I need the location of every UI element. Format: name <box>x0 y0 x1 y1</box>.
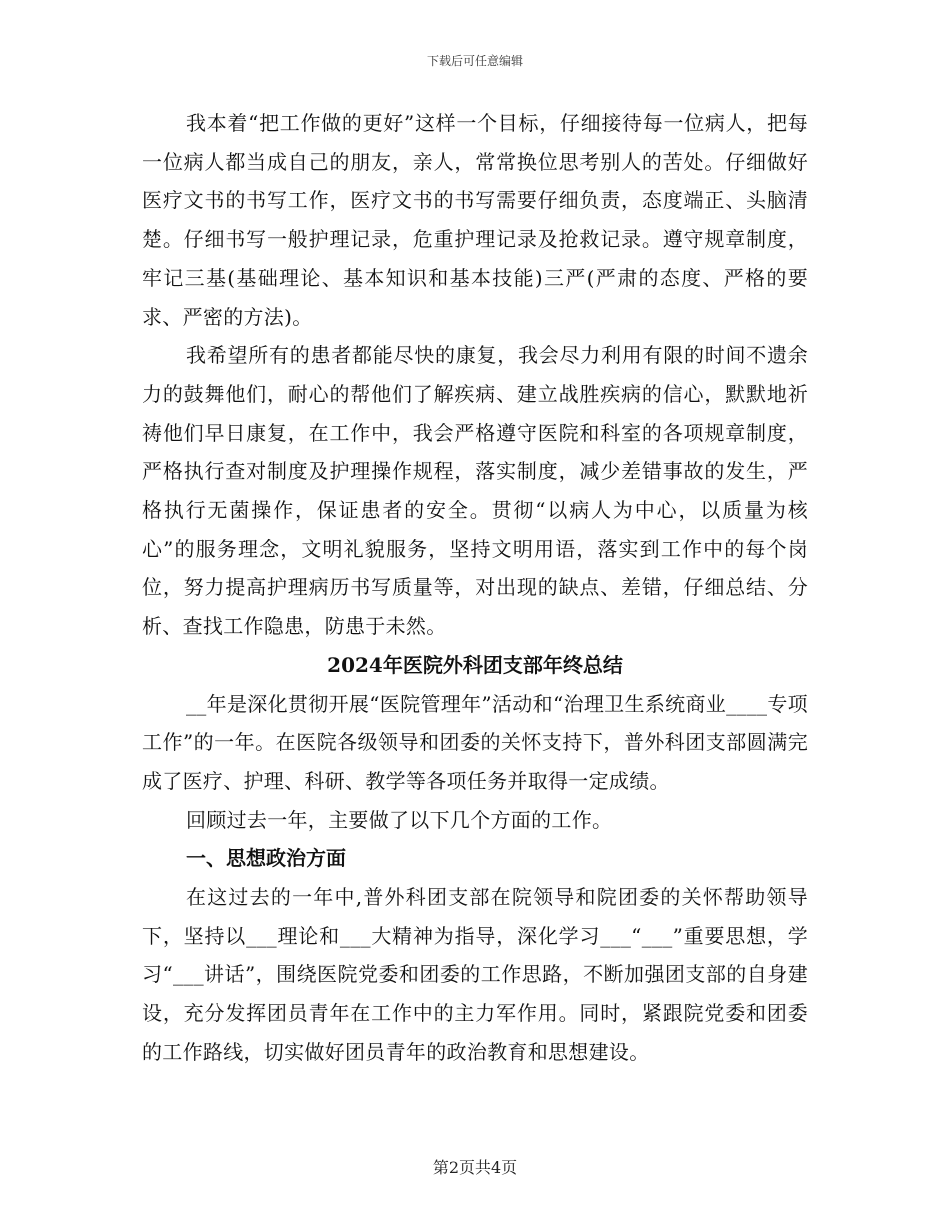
section-heading-1: 一、思想政治方面 <box>186 846 346 871</box>
page-footer: 第2页共4页 <box>432 1158 518 1177</box>
paragraph-1: 我本着“把工作做的更好”这样一个目标，仔细接待每一位病人，把每一位病人都当成自己的朋友，亲人，常常换位思考别人的苦处。仔细做好医疗文书的书写工作，医疗文书的书写需要仔细负责，态度端正、头脑清楚。仔细书写一般护理记录，危重护理记录及抢救记录。遵守规章制度，牢记三基(基础理论、基本知识和基本技能)三严(严肃的态度、严格的要求、严密的方法)。 <box>142 111 808 329</box>
document-title: 2024年医院外科团支部年终总结 <box>327 652 623 677</box>
paragraph-4: 回顾过去一年，主要做了以下几个方面的工作。 <box>186 807 613 832</box>
paragraph-5: 在这过去的一年中,普外科团支部在院领导和院团委的关怀帮助领导下，坚持以___理论和___大精神为指导，深化学习___“___”重要思想，学习“___讲话”，围绕医院党委和团委的工作思路，不断加强团支部的自身建设，充分发挥团员青年在工作中的主力军作用。同时，紧跟院党委和团委的工作路线，切实做好团员青年的政治教育和思想建设。 <box>142 885 808 1064</box>
paragraph-2: 我希望所有的患者都能尽快的康复，我会尽力利用有限的时间不遗余力的鼓舞他们，耐心的帮他们了解疾病、建立战胜疾病的信心，默默地祈祷他们早日康复，在工作中，我会严格遵守医院和科室的各项规章制度，严格执行查对制度及护理操作规程，落实制度，减少差错事故的发生，严格执行无菌操作，保证患者的安全。贯彻“以病人为中心，以质量为核心”的服务理念，文明礼貌服务，坚持文明用语，落实到工作中的每个岗位，努力提高护理病历书写质量等，对出现的缺点、差错，仔细总结、分析、查找工作隐患，防患于未然。 <box>142 343 808 639</box>
paragraph-3: __年是深化贯彻开展“医院管理年”活动和“治理卫生系统商业____专项工作”的一年。在医院各级领导和团委的关怀支持下，普外科团支部圆满完成了医疗、护理、科研、教学等各项任务并取得一定成绩。 <box>142 691 808 793</box>
page-header: 下载后可任意编辑 <box>426 54 523 68</box>
document-body <box>142 104 808 1072</box>
